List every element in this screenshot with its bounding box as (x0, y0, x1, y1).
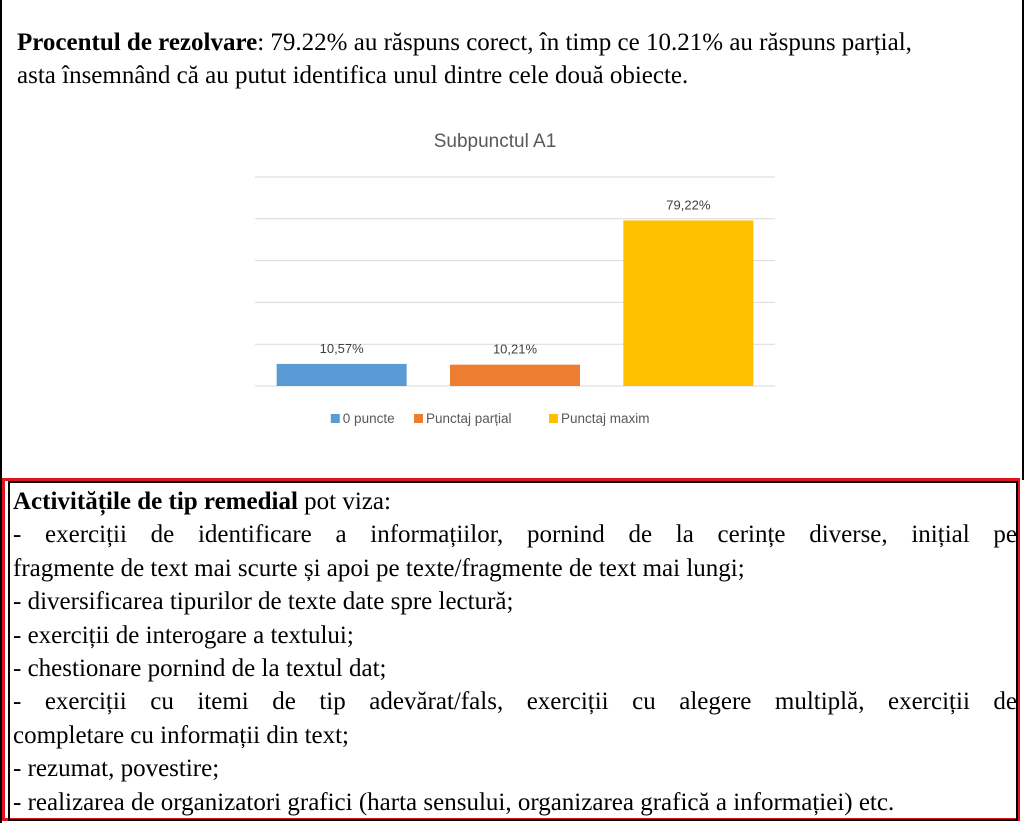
remedial-line: - chestionare pornind de la textul dat; (13, 655, 387, 683)
bar-0-puncte (277, 364, 407, 386)
intro-text-line1: : 79.22% au răspuns corect, în timp ce 10.21% au răspuns parțial, (257, 29, 912, 56)
intro-text-line2: asta însemnând că au putut identifica unul dintre cele două obiecte. (17, 62, 689, 89)
legend-entry: Punctaj maxim (561, 411, 650, 426)
legend-entry: 0 puncte (342, 411, 395, 426)
remedial-line: - exerciții cu itemi de tip adevărat/fals, exerciții cu alegere multiplă, exerciții de (13, 688, 1017, 716)
data-label: 10,21% (492, 341, 538, 357)
chart-title: Subpunctul A1 (433, 131, 557, 152)
remedial-line: completare cu informații din text; (13, 721, 349, 749)
intro-label: Procentul de rezolvare (17, 29, 258, 56)
bar-punctaj-par-ial (450, 365, 580, 386)
data-label: 10,57% (319, 340, 364, 356)
intro-paragraph (17, 26, 1017, 92)
legend-swatch (414, 414, 423, 423)
remedial-heading-rest: pot viza: (297, 488, 391, 515)
remedial-line: fragmente de text mai scurte și apoi pe texte/fragmente de text mai lungi; (13, 554, 745, 582)
remedial-line: - exerciții de interogare a textului; (13, 621, 354, 649)
legend-swatch (331, 414, 340, 423)
remedial-line: - diversificarea tipurilor de texte date spre lectură; (13, 588, 514, 616)
remedial-line: - exerciții de identificare a informațiilor, pornind de la cerințe diverse, inițial pe (13, 521, 1017, 549)
legend-swatch (549, 414, 558, 423)
legend-entry: Punctaj parțial (426, 411, 512, 426)
remedial-heading-bold: Activitățile de tip remedial (13, 488, 298, 515)
remedial-section (13, 485, 1017, 819)
remedial-line: - realizarea de organizatori grafici (harta sensului, organizarea grafică a informației) etc. (13, 788, 895, 816)
bar-chart (0, 110, 1024, 450)
remedial-heading (13, 485, 1017, 518)
remedial-line: - rezumat, povestire; (13, 755, 220, 783)
data-label: 79,22% (666, 197, 711, 213)
bar-punctaj-maxim (623, 220, 753, 386)
